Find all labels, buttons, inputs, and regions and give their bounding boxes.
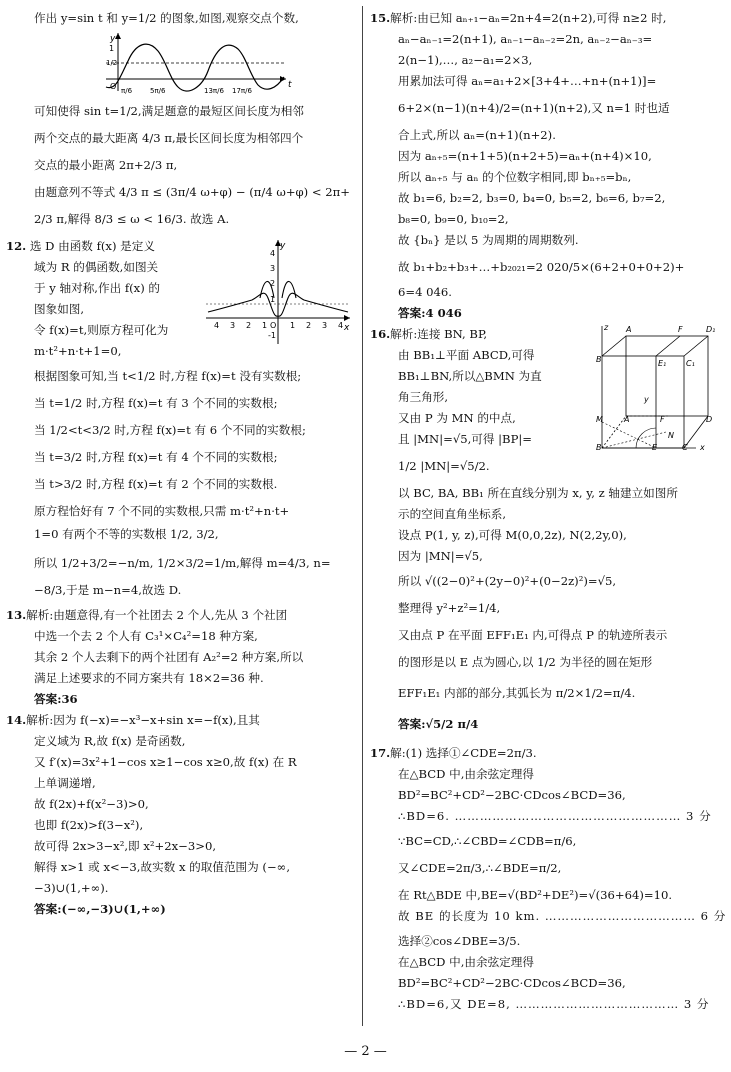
y-tick: 4 xyxy=(270,249,276,258)
question-number: 16. xyxy=(370,327,391,341)
text-line: 在△BCD 中,由余弦定理得 xyxy=(398,955,534,969)
text-line: 解析:连接 BN, BP, xyxy=(390,327,488,341)
page-number: — 2 — xyxy=(344,1044,387,1059)
question-number: 12. xyxy=(6,239,27,253)
x-tick: 3 xyxy=(322,321,328,330)
text-line: 定义域为 R,故 f(x) 是奇函数, xyxy=(34,734,186,748)
y-tick: 1/2 xyxy=(106,59,118,67)
text-line: 故 BE 的长度为 10 km. ……………………………… 6 分 xyxy=(398,909,727,923)
y-axis-label: y xyxy=(280,241,286,251)
x-tick: 4 xyxy=(214,321,220,330)
question-16 xyxy=(370,324,722,735)
y-tick: 2 xyxy=(270,279,276,288)
text-line: 域为 R 的偶函数,如图关 xyxy=(34,260,159,274)
text-line: 当 t=1/2 时,方程 f(x)=t 有 3 个不同的实数根; xyxy=(34,396,278,410)
question-number: 13. xyxy=(6,608,27,622)
sine-graph-figure xyxy=(66,31,414,95)
y-tick: 1 xyxy=(270,295,276,304)
text-line: b₈=0, b₉=0, b₁₀=2, xyxy=(398,212,509,226)
text-line: 所以 aₙ₊₅ 与 aₙ 的个位数字相同,即 bₙ₊₅=bₙ, xyxy=(398,170,632,184)
text-line: 可知使得 sin t=1/2,满足题意的最短区间长度为相邻 xyxy=(34,104,304,118)
text-line: BD²=BC²+CD²−2BC·CDcos∠BCD=36, xyxy=(398,788,626,802)
figure-label: A xyxy=(624,415,630,424)
text-line: 选 D 由函数 f(x) 是定义 xyxy=(29,239,155,253)
text-line: 选择②cos∠DBE=3/5. xyxy=(398,934,521,948)
question-number: 17. xyxy=(370,746,391,760)
x-tick: 1 xyxy=(290,321,296,330)
text-line: 因为 |MN|=√5, xyxy=(398,549,483,563)
text-line: 当 t=3/2 时,方程 f(x)=t 有 4 个不同的实数根; xyxy=(34,450,278,464)
text-line: 又由 P 为 MN 的中点, xyxy=(398,411,516,425)
y-tick: -1 xyxy=(268,331,276,340)
text-line: 当 1/2<t<3/2 时,方程 f(x)=t 有 6 个不同的实数根; xyxy=(34,423,306,437)
text-line: 1=0 有两个不等的实数根 1/2, 3/2, xyxy=(34,527,219,541)
figure-label: E₁ xyxy=(658,359,667,368)
right-column xyxy=(370,8,727,1015)
text-line: 又∠CDE=2π/3,∴∠BDE=π/2, xyxy=(398,861,562,875)
figure-label: A xyxy=(626,325,632,334)
question-15 xyxy=(370,8,722,324)
y-axis-label: y xyxy=(110,34,116,44)
x-tick: 5π/6 xyxy=(150,87,166,95)
text-line: 的图形是以 E 点为圆心,以 1/2 为半径的圆在矩形 xyxy=(398,655,653,669)
figure-label: N xyxy=(668,431,674,440)
text-line: ∴BD=6. ……………………………………………… 3 分 xyxy=(398,809,712,823)
text-line: 原方程恰好有 7 个不同的实数根,只需 m·t²+n·t+ xyxy=(34,504,290,518)
text-line: 故 b₁=6, b₂=2, b₃=0, b₄=0, b₅=2, b₆=6, b₇=2, xyxy=(398,191,666,205)
figure-label: M xyxy=(596,415,603,424)
cuboid-figure xyxy=(596,322,716,452)
text-line: 所以 1/2+3/2=−n/m, 1/2×3/2=1/m,解得 m=4/3, n= xyxy=(34,556,331,570)
text-line: 故 {bₙ} 是以 5 为周期的周期数列. xyxy=(398,233,579,247)
text-line: 所以 √((2−0)²+(2y−0)²+(0−2z)²)=√5, xyxy=(398,574,617,588)
text-line: 在△BCD 中,由余弦定理得 xyxy=(398,767,534,781)
question-number: 15. xyxy=(370,11,391,25)
even-function-graph-figure xyxy=(204,238,354,348)
question-17 xyxy=(370,743,727,1015)
text-line: 解析:由已知 aₙ₊₁−aₙ=2n+4=2(n+2),可得 n≥2 时, xyxy=(390,11,667,25)
text-line: m·t²+n·t+1=0, xyxy=(34,344,122,358)
text-line: 又由点 P 在平面 EFF₁E₁ 内,可得点 P 的轨迹所表示 xyxy=(398,628,668,642)
t-axis-label: t xyxy=(288,80,292,90)
answer: 答案:√5/2 π/4 xyxy=(398,717,479,731)
text-line: 故可得 2x>3−x²,即 x²+2x−3>0, xyxy=(34,839,217,853)
text-line: 且 |MN|=√5,可得 |BP|= xyxy=(398,432,532,446)
text-line: aₙ−aₙ₋₁=2(n+1), aₙ₋₁−aₙ₋₂=2n, aₙ₋₂−aₙ₋₃= xyxy=(398,32,653,46)
figure-label: y xyxy=(644,395,649,404)
figure-label: D xyxy=(706,415,713,424)
question-13 xyxy=(6,605,354,710)
text-line: 两个交点的最大距离 4/3 π,最长区间长度为相邻四个 xyxy=(34,131,304,145)
text-line: 用累加法可得 aₙ=a₁+2×[3+4+…+n+(n+1)]= xyxy=(398,74,657,88)
text-line: 交点的最小距离 2π+2/3 π, xyxy=(34,158,178,172)
text-line: 1/2 |MN|=√5/2. xyxy=(398,459,490,473)
text-line: 中选一个去 2 个人有 C₃¹×C₄²=18 种方案, xyxy=(34,629,258,643)
origin-label: O xyxy=(110,82,117,91)
figure-label: C xyxy=(682,443,688,452)
text-line: 满足上述要求的不同方案共有 18×2=36 种. xyxy=(34,671,264,685)
text-line: 合上式,所以 aₙ=(n+1)(n+2). xyxy=(398,128,556,142)
text-line: BB₁⊥BN,所以△BMN 为直 xyxy=(398,369,542,383)
x-tick: 13π/6 xyxy=(204,87,224,95)
origin-label: O xyxy=(270,321,277,330)
text-line: 于 y 轴对称,作出 f(x) 的 xyxy=(34,281,161,295)
text-line: ∴BD=6,又 DE=8, ………………………………… 3 分 xyxy=(398,997,710,1011)
y-tick: 3 xyxy=(270,264,276,273)
figure-label: z xyxy=(604,323,609,332)
text-line: 示的空间直角坐标系, xyxy=(398,507,507,521)
y-tick: 1 xyxy=(109,44,115,53)
text-line: −8/3,于是 m−n=4,故选 D. xyxy=(34,583,182,597)
answer: 答案:36 xyxy=(34,692,78,706)
text-line: 令 f(x)=t,则原方程可化为 xyxy=(34,323,169,337)
figure-label: E xyxy=(652,443,658,452)
text-line: BD²=BC²+CD²−2BC·CDcos∠BCD=36, xyxy=(398,976,626,990)
figure-label: x xyxy=(700,443,705,452)
text-line: −3)∪(1,+∞). xyxy=(34,881,109,895)
text-line: 图象如图, xyxy=(34,302,85,316)
text-line: 因为 aₙ₊₅=(n+1+5)(n+2+5)=aₙ+(n+4)×10, xyxy=(398,149,652,163)
question-number: 14. xyxy=(6,713,27,727)
text-line: ∵BC=CD,∴∠CBD=∠CDB=π/6, xyxy=(398,834,577,848)
column-divider xyxy=(362,6,363,1026)
x-tick: 3 xyxy=(230,321,236,330)
text-line: 其余 2 个人去剩下的两个社团有 A₂²=2 种方案,所以 xyxy=(34,650,304,664)
text-line: 角三角形, xyxy=(398,390,449,404)
text-line: 以 BC, BA, BB₁ 所在直线分别为 x, y, z 轴建立如图所 xyxy=(398,486,678,500)
figure-label: B xyxy=(596,443,602,452)
text-line: 设点 P(1, y, z),可得 M(0,0,2z), N(2,2y,0), xyxy=(398,528,627,542)
text-line: 当 t>3/2 时,方程 f(x)=t 有 2 个不同的实数根. xyxy=(34,477,278,491)
text-line: 又 f′(x)=3x²+1−cos x≥1−cos x≥0,故 f(x) 在 R xyxy=(34,755,297,769)
text-line: EFF₁E₁ 内部的部分,其弧长为 π/2×1/2=π/4. xyxy=(398,686,636,700)
figure-label: B xyxy=(596,355,602,364)
text-line: 解:(1) 选择①∠CDE=2π/3. xyxy=(390,746,537,760)
x-tick: 2 xyxy=(246,321,252,330)
x-tick: 4 xyxy=(338,321,344,330)
figure-label: F xyxy=(678,325,683,334)
x-axis-label: x xyxy=(344,323,350,333)
text-line: 解析:由题意得,有一个社团去 2 个人,先从 3 个社团 xyxy=(26,608,288,622)
figure-label: F xyxy=(660,415,665,424)
text-line: 也即 f(2x)>f(3−x²), xyxy=(34,818,144,832)
answer: 答案:4 046 xyxy=(398,306,462,320)
text-line: 在 Rt△BDE 中,BE=√(BD²+DE²)=√(36+64)=10. xyxy=(398,888,673,902)
text-line: 故 b₁+b₂+b₃+…+b₂₀₂₁=2 020/5×(6+2+0+0+2)+ xyxy=(398,260,685,274)
text-line: 故 f(2x)+f(x²−3)>0, xyxy=(34,797,149,811)
left-column xyxy=(6,8,354,920)
question-14 xyxy=(6,710,354,920)
text-line: 解得 x>1 或 x<−3,故实数 x 的取值范围为 (−∞, xyxy=(34,860,291,874)
text-line: 整理得 y²+z²=1/4, xyxy=(398,601,501,615)
x-tick: π/6 xyxy=(121,87,133,95)
text-line: 由题意列不等式 4/3 π ≤ (3π/4 ω+φ) − (π/4 ω+φ) < 2π+ xyxy=(34,185,350,199)
text-line: 6=4 046. xyxy=(398,285,452,299)
x-tick: 1 xyxy=(262,321,268,330)
figure-label: D₁ xyxy=(706,325,716,334)
text-line: 2/3 π,解得 8/3 ≤ ω < 16/3. 故选 A. xyxy=(34,212,230,226)
x-tick: 2 xyxy=(306,321,312,330)
text-line: 6+2×(n−1)(n+4)/2=(n+1)(n+2),又 n=1 时也适 xyxy=(398,101,670,115)
text-line: 2(n−1),…, a₂−a₁=2×3, xyxy=(398,53,533,67)
text-line: 上单调递增, xyxy=(34,776,96,790)
answer: 答案:(−∞,−3)∪(1,+∞) xyxy=(34,902,166,916)
text-line: 作出 y=sin t 和 y=1/2 的图象,如图,观察交点个数, xyxy=(34,11,299,25)
figure-label: C₁ xyxy=(686,359,695,368)
text-line: 根据图象可知,当 t<1/2 时,方程 f(x)=t 没有实数根; xyxy=(34,369,302,383)
text-line: 解析:因为 f(−x)=−x³−x+sin x=−f(x),且其 xyxy=(26,713,260,727)
question-12 xyxy=(6,236,354,601)
text-line: 由 BB₁⊥平面 ABCD,可得 xyxy=(398,348,535,362)
x-tick: 17π/6 xyxy=(232,87,252,95)
